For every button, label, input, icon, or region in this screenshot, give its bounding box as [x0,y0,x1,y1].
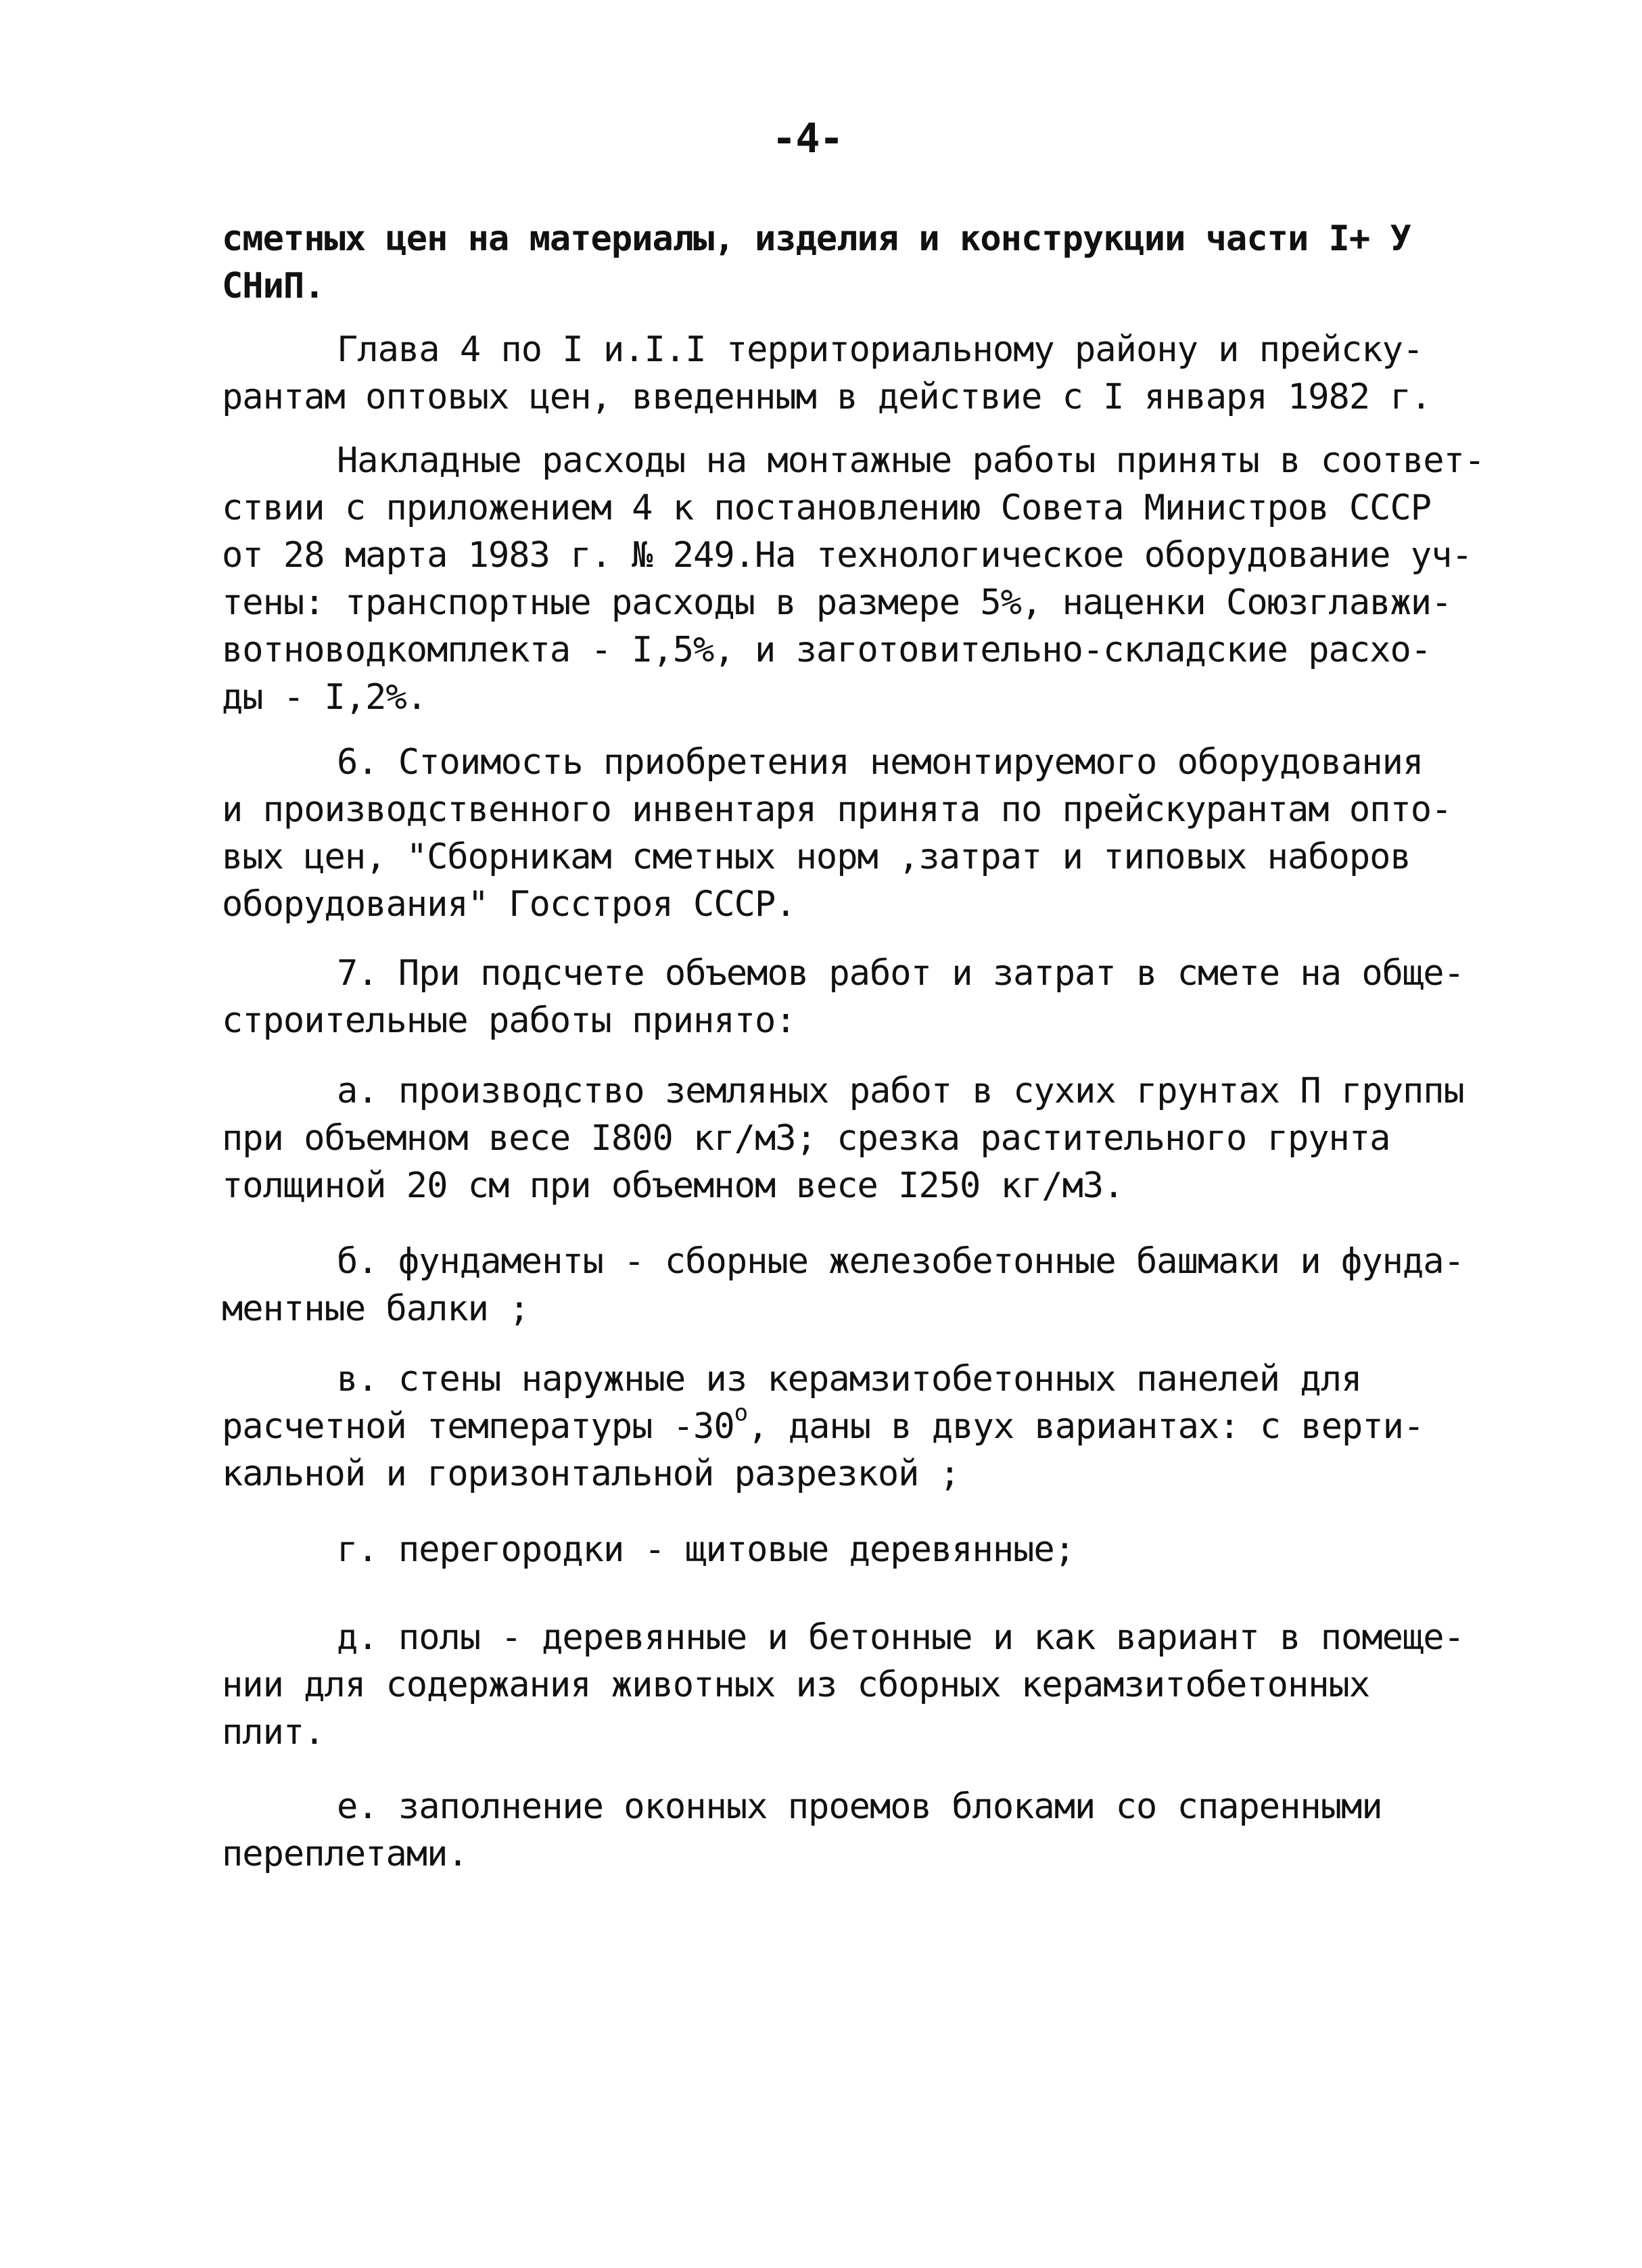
paragraph-item-v [222,1356,1466,1498]
text-line: а. производство земляных работ в сухих грунтах П группы [337,1071,1464,1111]
paragraph-item-a [222,1067,1466,1209]
text-line: рантам оптовых цен, введенным в действие с I января 1982 г. [222,377,1432,417]
text-line: сметных цен на материалы, изделия и конструкции части I+ У [222,218,1411,259]
text-line: ствии с приложением 4 к постановлению Совета Министров СССР [222,488,1432,528]
text-line: и производственного инвентаря принята по прейскурантам опто- [222,789,1452,830]
text-line: вых цен, "Сборникам сметных норм ,затрат и типовых наборов [222,837,1411,877]
text-line: ментные балки ; [222,1289,530,1329]
text-line: тены: транспортные расходы в размере 5%, наценки Союзглавжи- [222,582,1452,623]
text-line: б. фундаменты - сборные железобетонные башмаки и фунда- [337,1241,1464,1282]
text-line: Глава 4 по I и.I.I территориальному району и прейску- [337,329,1424,370]
text-line: г. перегородки - щитовые деревянные; [337,1529,1075,1570]
paragraph-item-d [222,1614,1466,1756]
text-line: от 28 марта 1983 г. № 249.На технологическое оборудование уч- [222,535,1472,576]
paragraph-item-b [222,1238,1466,1333]
text-line: оборудования" Госстроя СССР. [222,884,796,925]
paragraph-continuation [222,215,1466,310]
paragraph-overhead-costs [222,437,1485,721]
text-line: 6. Стоимость приобретения немонтируемого оборудования [337,742,1424,783]
text-line: Накладные расходы на монтажные работы приняты в соответ- [337,440,1485,481]
text-line: плит. [222,1712,325,1753]
paragraph-item-g [222,1526,1466,1573]
paragraph-chapter-4 [222,326,1466,421]
text-line: переплетами. [222,1834,468,1874]
text-line: строительные работы принято: [222,1000,796,1041]
text-line: в. стены наружные из керамзитобетонных панелей для [337,1359,1362,1399]
page-number: -4- [772,115,843,162]
text-line: вотноводкомплекта - I,5%, и заготовительно-складские расхо- [222,630,1432,670]
text-line: ды - I,2%. [222,677,427,718]
text-line: е. заполнение оконных проемов блоками со спаренными [337,1786,1382,1827]
text-line: д. полы - деревянные и бетонные и как вариант в помеще- [337,1617,1464,1658]
paragraph-item-e [222,1783,1466,1878]
text-line: нии для содержания животных из сборных керамзитобетонных [222,1665,1370,1705]
text-line: кальной и горизонтальной разрезкой ; [222,1454,960,1494]
paragraph-item-6 [222,739,1466,928]
paragraph-item-7 [222,950,1466,1044]
text-line: СНиП. [222,266,325,306]
text-line: 7. При подсчете объемов работ и затрат в смете на обще- [337,953,1464,994]
text-line: толщиной 20 см при объемном весе I250 кг/м3. [222,1165,1124,1206]
degree-symbol: о [734,1399,748,1427]
text-segment: , даны в двух вариантах: с верти- [747,1406,1424,1447]
text-line-with-degree [222,1399,1466,1450]
text-line: при объемном весе I800 кг/м3; срезка растительного грунта [222,1118,1390,1159]
text-segment: расчетной температуры -30 [222,1406,734,1447]
